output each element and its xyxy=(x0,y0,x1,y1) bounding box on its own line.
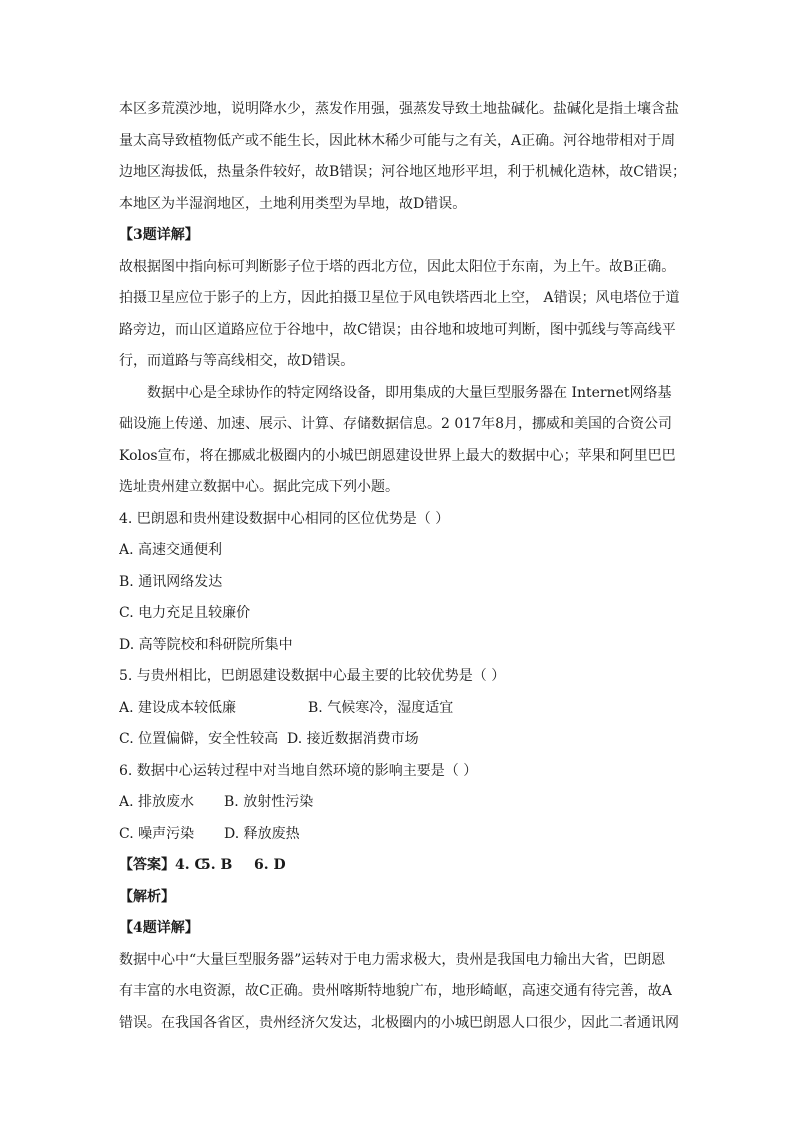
text-line: 数据中心中“大量巨型服务器”运转对于电力需求极大，贵州是我国电力输出大省，巴朗恩 xyxy=(119,951,666,968)
text-line: 量太高导致植物低产或不能生长，因此林木稀少可能与之有关，A正确。河谷地带相对于周 xyxy=(119,132,676,149)
text-line: 路旁边，而山区道路应位于谷地中，故C错误；由谷地和坡地可判断，图中弧线与等高线平 xyxy=(119,321,676,338)
question-6-option-a: A. 排放废水 xyxy=(119,794,195,810)
question-5-options-row-2 xyxy=(119,724,691,756)
text-line: 故根据图中指向标可判断影子位于塔的西北方位，因此太阳位于东南，为上午。故B正确。 xyxy=(119,258,676,275)
text-line: 拍摄卫星应位于影子的上方，因此拍摄卫星位于风电铁塔西北上空， A错误；风电塔位于道 xyxy=(119,290,680,306)
answer-q6: 6. D xyxy=(254,857,286,873)
question-6-option-c: C. 噪声污染 xyxy=(119,825,195,842)
section-heading-q4: 【4题详解】 xyxy=(119,920,199,936)
text-line: 础设施上传递、加速、展示、计算、存储数据信息。2 017年8月，挪威和美国的合资公司 xyxy=(119,416,672,432)
text-line: 边地区海拔低，热量条件较好，故B错误；河谷地区地形平坦，利于机械化造林，故C错误； xyxy=(119,164,686,180)
answer-line xyxy=(119,850,691,882)
answer-label: 【答案】4. C xyxy=(119,857,206,873)
text-line: 本地区为半湿润地区，土地利用类型为旱地，故D错误。 xyxy=(119,195,467,212)
answer-q5: 5. B xyxy=(201,857,233,873)
question-6-options-row-2 xyxy=(119,819,691,851)
text-line: 数据中心是全球协作的特定网络设备，即用集成的大量巨型服务器在 Internet网络基 xyxy=(147,384,672,401)
question-4-option-d: D. 高等院校和科研院所集中 xyxy=(119,636,293,653)
question-5-option-d: D. 接近数据消费市场 xyxy=(287,731,419,747)
question-4-option-b: B. 通讯网络发达 xyxy=(119,573,223,590)
question-5-stem: 5. 与贵州相比，巴朗恩建设数据中心最主要的比较优势是（ ） xyxy=(119,668,506,684)
section-heading-q3: 【3题详解】 xyxy=(119,227,199,243)
text-line: Kolos宣布，将在挪威北极圈内的小城巴朗恩建设世界上最大的数据中心；苹果和阿里巴巴 xyxy=(119,447,676,464)
question-5-options-row-1 xyxy=(119,693,691,725)
question-6-option-b: B. 放射性污染 xyxy=(224,794,314,810)
text-line: 本区多荒漠沙地，说明降水少，蒸发作用强，强蒸发导致土地盐碱化。盐碱化是指土壤含盐 xyxy=(119,101,679,117)
question-5-option-a: A. 建设成本较低廉 xyxy=(119,699,237,716)
text-line: 错误。在我国各省区，贵州经济欠发达，北极圈内的小城巴朗恩人口很少，因此二者通讯网 xyxy=(119,1014,679,1031)
question-6-stem: 6. 数据中心运转过程中对当地自然环境的影响主要是（ ） xyxy=(119,762,478,779)
analysis-heading: 【解析】 xyxy=(119,888,175,905)
question-5-option-c: C. 位置偏僻，安全性较高 xyxy=(119,731,279,747)
question-4-stem: 4. 巴朗恩和贵州建设数据中心相同的区位优势是（ ） xyxy=(119,510,450,527)
text-line: 行，而道路与等高线相交，故D错误。 xyxy=(119,353,355,369)
text-line: 选址贵州建立数据中心。据此完成下列小题。 xyxy=(119,479,399,495)
question-5-option-b: B. 气候寒冷，湿度适宜 xyxy=(308,699,454,716)
question-6-option-d: D. 释放废热 xyxy=(224,825,300,842)
question-4-option-a: A. 高速交通便利 xyxy=(119,542,223,558)
question-6-options-row-1 xyxy=(119,787,691,819)
document-page xyxy=(119,94,691,1039)
question-4-option-c: C. 电力充足且较廉价 xyxy=(119,605,251,621)
text-line: 有丰富的水电资源，故C正确。贵州喀斯特地貌广布，地形崎岖，高速交通有待完善，故A xyxy=(119,983,672,999)
